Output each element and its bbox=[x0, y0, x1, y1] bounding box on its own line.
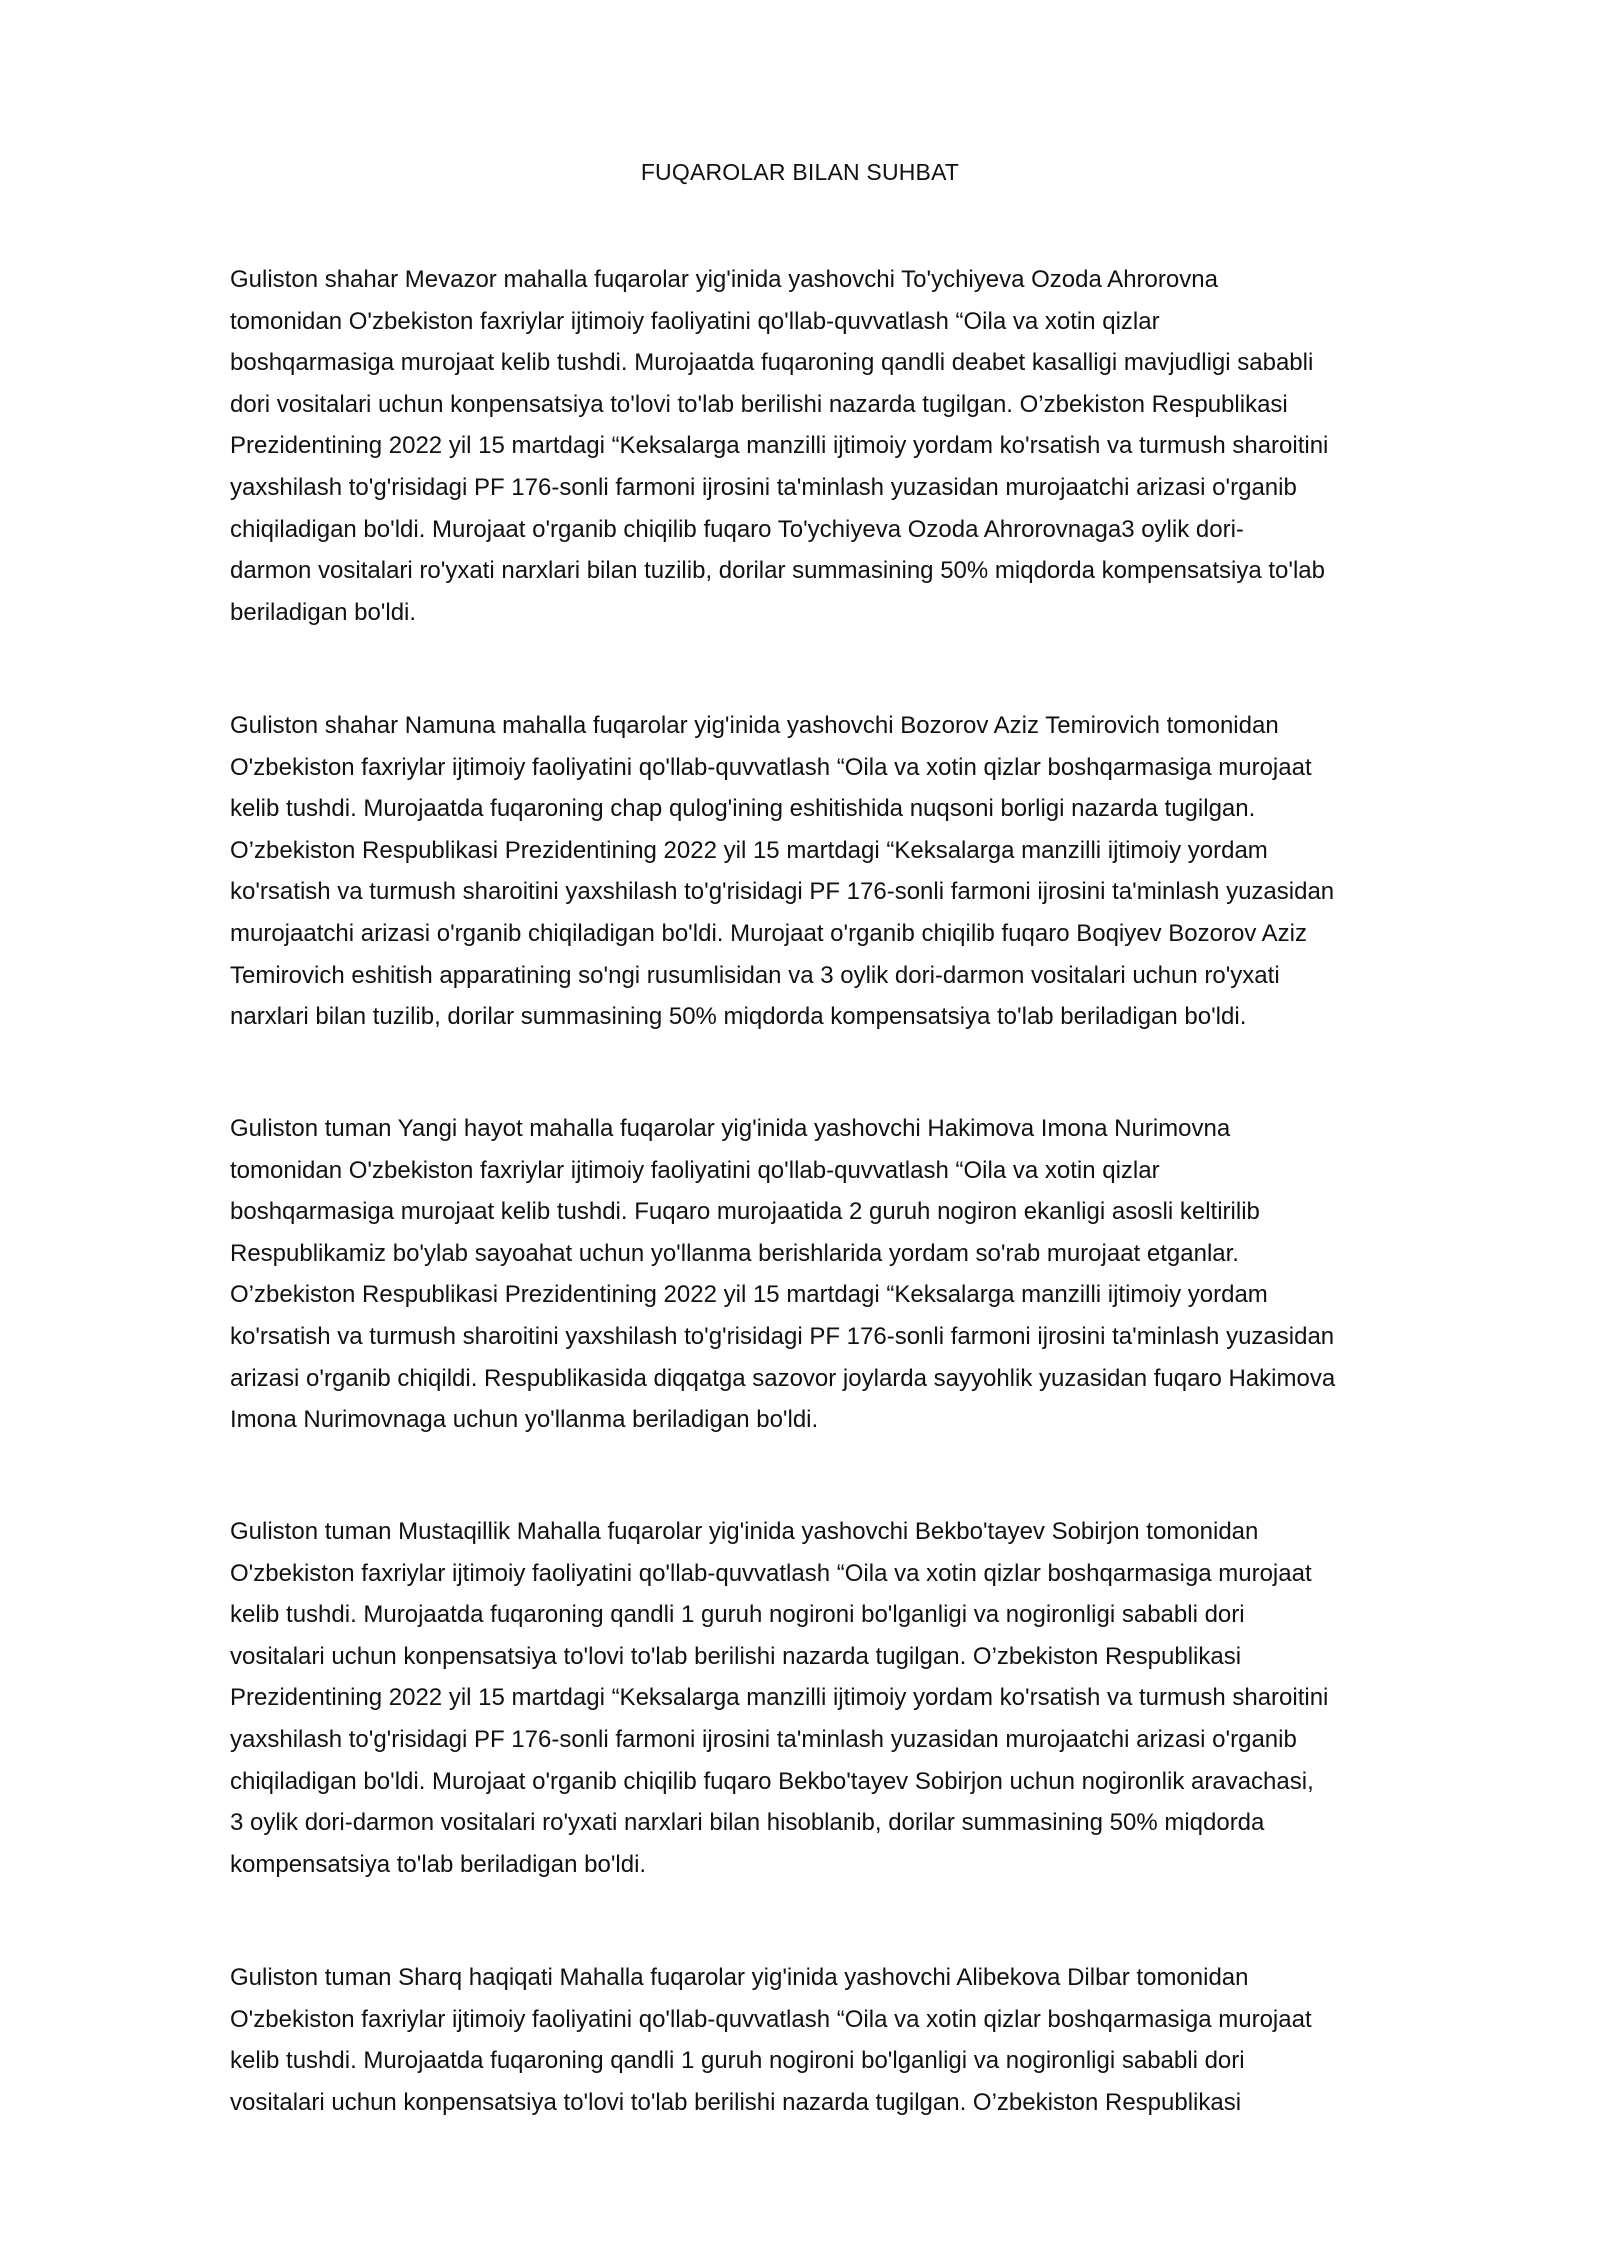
paragraph-line: vositalari uchun konpensatsiya to'lovi to'lab berilishi nazarda tugilgan. O’zbekiston Respublikasi bbox=[230, 1642, 1242, 1670]
paragraph-line: Guliston tuman Mustaqillik Mahalla fuqarolar yig'inida yashovchi Bekbo'tayev Sobirjon tomonidan bbox=[230, 1518, 1259, 1545]
paragraph-line: kelib tushdi. Murojaatda fuqaroning qandli 1 guruh nogironi bo'lganligi va nogironligi sababli dori bbox=[230, 1601, 1245, 1629]
paragraph-line: O’zbekiston Respublikasi Prezidentining 2022 yil 15 martdagi “Keksalarga manzilli ijtimoiy yordam bbox=[230, 1281, 1268, 1309]
paragraph-line: 3 oylik dori-darmon vositalari ro'yxati narxlari bilan hisoblanib, dorilar summasining 50% miqdorda bbox=[230, 1809, 1265, 1837]
paragraph-line: Temirovich eshitish apparatining so'ngi rusumlisidan va 3 oylik dori-darmon vositalari uchun ro'yxati bbox=[230, 961, 1280, 989]
paragraph-line: chiqiladigan bo'ldi. Murojaat o'rganib chiqilib fuqaro To'ychiyeva Ozoda Ahrorovnaga3 oylik dori- bbox=[230, 515, 1244, 543]
paragraph-line: kelib tushdi. Murojaatda fuqaroning qandli 1 guruh nogironi bo'lganligi va nogironligi sababli dori bbox=[230, 2047, 1245, 2075]
paragraph-line: vositalari uchun konpensatsiya to'lovi to'lab berilishi nazarda tugilgan. O’zbekiston Respublikasi bbox=[230, 2088, 1242, 2116]
paragraph-1 bbox=[230, 259, 1500, 633]
paragraph-line: O'zbekiston faxriylar ijtimoiy faoliyatini qo'llab-quvvatlash “Oila va xotin qizlar boshqarmasiga murojaat bbox=[230, 753, 1312, 781]
paragraph-line: tomonidan O'zbekiston faxriylar ijtimoiy faoliyatini qo'llab-quvvatlash “Oila va xotin qizlar bbox=[230, 1156, 1160, 1184]
paragraph-line: Prezidentining 2022 yil 15 martdagi “Keksalarga manzilli ijtimoiy yordam ko'rsatish va turmush sharoitini bbox=[230, 432, 1329, 460]
paragraph-line: kelib tushdi. Murojaatda fuqaroning chap qulog'ining eshitishida nuqsoni borligi nazarda tugilgan. bbox=[230, 795, 1256, 823]
paragraph-3 bbox=[230, 1108, 1500, 1441]
paragraph-line: murojaatchi arizasi o'rganib chiqiladigan bo'ldi. Murojaat o'rganib chiqilib fuqaro Boqiyev Bozorov Aziz bbox=[230, 919, 1307, 947]
paragraph-4 bbox=[230, 1511, 1500, 1885]
paragraph-line: tomonidan O'zbekiston faxriylar ijtimoiy faoliyatini qo'llab-quvvatlash “Oila va xotin qizlar bbox=[230, 307, 1160, 335]
paragraph-line: boshqarmasiga murojaat kelib tushdi. Fuqaro murojaatida 2 guruh nogiron ekanligi asosli keltirilib bbox=[230, 1198, 1260, 1226]
paragraph-line: boshqarmasiga murojaat kelib tushdi. Murojaatda fuqaroning qandli deabet kasalligi mavjudligi sababli bbox=[230, 349, 1314, 377]
paragraph-line: kompensatsiya to'lab beriladigan bo'ldi. bbox=[230, 1850, 647, 1878]
paragraph-line: O’zbekiston Respublikasi Prezidentining 2022 yil 15 martdagi “Keksalarga manzilli ijtimoiy yordam bbox=[230, 836, 1268, 864]
paragraph-line: yaxshilash to'g'risidagi PF 176-sonli farmoni ijrosini ta'minlash yuzasidan murojaatchi arizasi o'rganib bbox=[230, 473, 1297, 501]
paragraph-line: Guliston shahar Mevazor mahalla fuqarolar yig'inida yashovchi To'ychiyeva Ozoda Ahrorovna bbox=[230, 266, 1218, 293]
paragraph-line: Prezidentining 2022 yil 15 martdagi “Keksalarga manzilli ijtimoiy yordam ko'rsatish va turmush sharoitini bbox=[230, 1684, 1329, 1712]
paragraph-2 bbox=[230, 705, 1500, 1038]
paragraph-line: Guliston tuman Sharq haqiqati Mahalla fuqarolar yig'inida yashovchi Alibekova Dilbar tomonidan bbox=[230, 1964, 1249, 1991]
paragraph-line: arizasi o'rganib chiqildi. Respublikasida diqqatga sazovor joylarda sayyohlik yuzasidan fuqaro Hakimova bbox=[230, 1364, 1336, 1392]
paragraph-line: Respublikamiz bo'ylab sayoahat uchun yo'llanma berishlarida yordam so'rab murojaat etganlar. bbox=[230, 1239, 1239, 1267]
paragraph-line: yaxshilash to'g'risidagi PF 176-sonli farmoni ijrosini ta'minlash yuzasidan murojaatchi arizasi o'rganib bbox=[230, 1725, 1297, 1753]
paragraph-line: darmon vositalari ro'yxati narxlari bilan tuzilib, dorilar summasining 50% miqdorda kompensatsiya to'lab bbox=[230, 557, 1325, 585]
paragraph-line: Imona Nurimovnaga uchun yo'llanma beriladigan bo'ldi. bbox=[230, 1406, 819, 1434]
paragraph-line: O'zbekiston faxriylar ijtimoiy faoliyatini qo'llab-quvvatlash “Oila va xotin qizlar boshqarmasiga murojaat bbox=[230, 2005, 1312, 2033]
paragraph-line: Guliston shahar Namuna mahalla fuqarolar yig'inida yashovchi Bozorov Aziz Temirovich tomonidan bbox=[230, 712, 1279, 739]
paragraph-line: dori vositalari uchun konpensatsiya to'lovi to'lab berilishi nazarda tugilgan. O’zbekiston Respublikasi bbox=[230, 390, 1288, 418]
paragraph-line: beriladigan bo'ldi. bbox=[230, 598, 417, 626]
document-title: FUQAROLAR BILAN SUHBAT bbox=[640, 159, 960, 185]
paragraph-line: ko'rsatish va turmush sharoitini yaxshilash to'g'risidagi PF 176-sonli farmoni ijrosini ta'minlash yuzasidan bbox=[230, 878, 1335, 906]
paragraph-line: chiqiladigan bo'ldi. Murojaat o'rganib chiqilib fuqaro Bekbo'tayev Sobirjon uchun nogironlik aravachasi, bbox=[230, 1767, 1314, 1795]
paragraph-5 bbox=[230, 1957, 1500, 2123]
paragraph-line: O'zbekiston faxriylar ijtimoiy faoliyatini qo'llab-quvvatlash “Oila va xotin qizlar boshqarmasiga murojaat bbox=[230, 1559, 1312, 1587]
paragraph-line: ko'rsatish va turmush sharoitini yaxshilash to'g'risidagi PF 176-sonli farmoni ijrosini ta'minlash yuzasidan bbox=[230, 1322, 1335, 1350]
paragraph-line: Guliston tuman Yangi hayot mahalla fuqarolar yig'inida yashovchi Hakimova Imona Nurimovna bbox=[230, 1115, 1231, 1142]
paragraph-line: narxlari bilan tuzilib, dorilar summasining 50% miqdorda kompensatsiya to'lab beriladigan bo'ldi. bbox=[230, 1003, 1247, 1031]
